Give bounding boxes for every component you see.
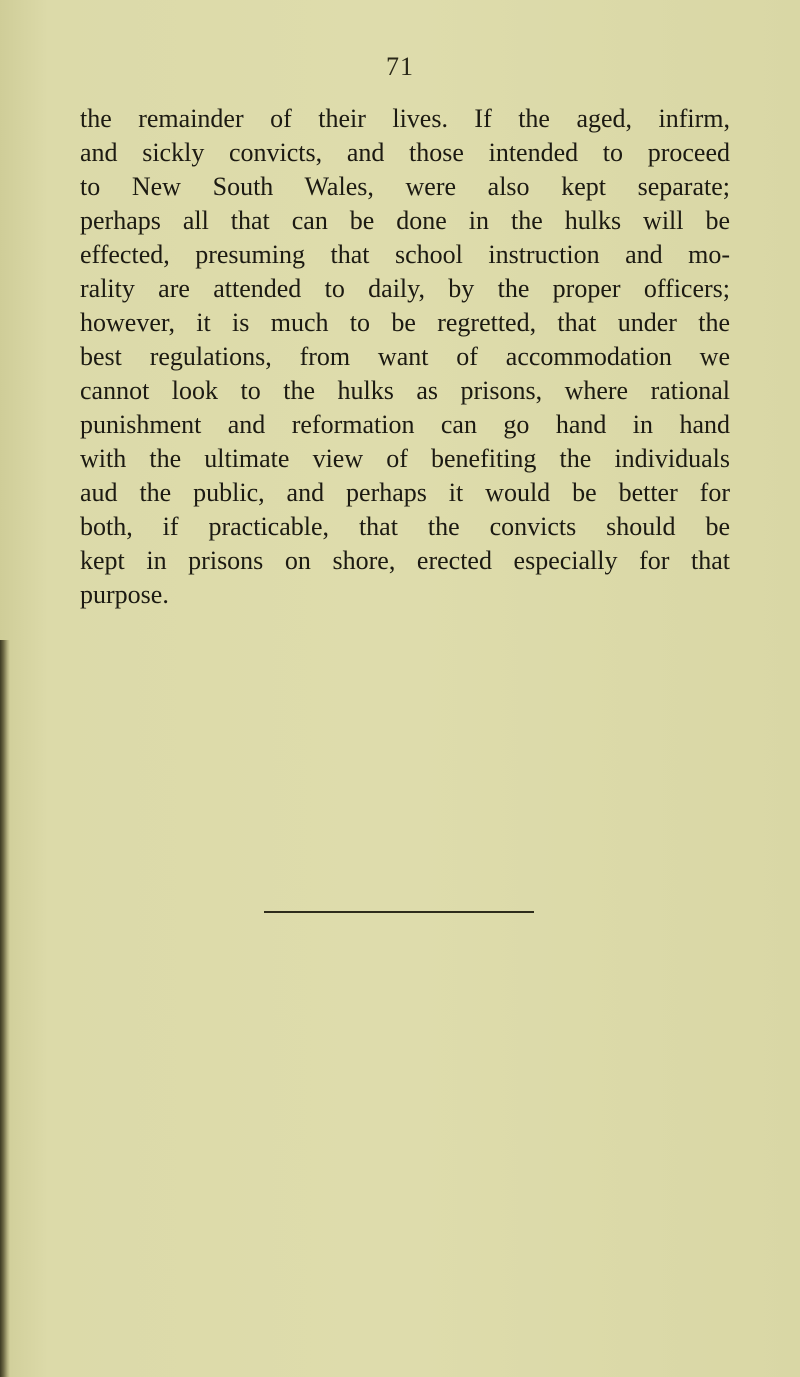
text-line: punishment and reformation can go hand in hand xyxy=(80,410,730,439)
text-line: to New South Wales, were also kept separate; xyxy=(80,172,730,201)
text-line: effected, presuming that school instruction and mo- xyxy=(80,240,730,269)
section-divider-rule xyxy=(264,911,534,913)
text-line: both, if practicable, that the convicts should be xyxy=(80,512,730,541)
text-line: perhaps all that can be done in the hulks will be xyxy=(80,206,730,235)
text-line: however, it is much to be regretted, that under the xyxy=(80,308,730,337)
text-line: purpose. xyxy=(80,580,169,609)
text-line: best regulations, from want of accommodation we xyxy=(80,342,730,371)
text-line: aud the public, and perhaps it would be better for xyxy=(80,478,730,507)
body-paragraph xyxy=(80,102,730,612)
page-edge-shadow xyxy=(0,640,10,1377)
text-line: cannot look to the hulks as prisons, where rational xyxy=(80,376,730,405)
text-line: rality are attended to daily, by the proper officers; xyxy=(80,274,730,303)
text-line: with the ultimate view of benefiting the individuals xyxy=(80,444,730,473)
text-line: and sickly convicts, and those intended to proceed xyxy=(80,138,730,167)
text-line: kept in prisons on shore, erected especially for that xyxy=(80,546,730,575)
page-number: 71 xyxy=(386,52,414,81)
text-line: the remainder of their lives. If the aged, infirm, xyxy=(80,104,730,133)
